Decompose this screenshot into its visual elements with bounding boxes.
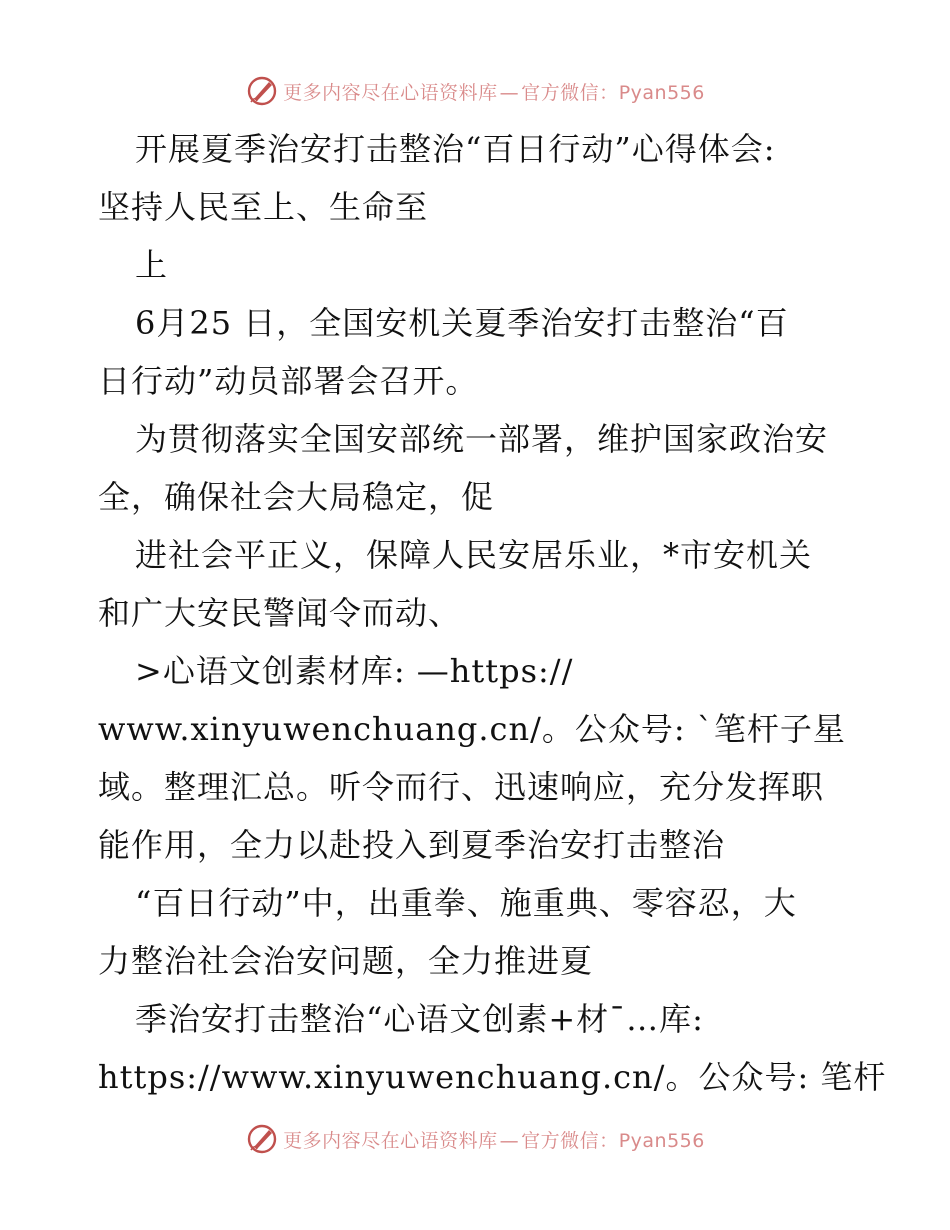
- watermark-contact-id: Pyan556: [618, 81, 705, 104]
- watermark-main-text: 更多内容尽在心语资料库: [283, 81, 498, 104]
- paragraph-line: 为贯彻落实全国安部统一部署，维护国家政治安: [135, 420, 829, 458]
- paragraph-line: 全，确保社会大局稳定，促: [98, 478, 495, 516]
- paragraph-line: 季治安打击整治“心语文创素+材¯…库:: [135, 1000, 704, 1038]
- paragraph-line: 域。整理汇总。听令而行、迅速响应，充分发挥职: [98, 768, 825, 806]
- quill-pen-logo-icon: [245, 1122, 279, 1156]
- quill-pen-logo-icon: [245, 74, 279, 108]
- paragraph-line: 进社会平正义，保障人民安居乐业，*市安机关: [135, 536, 813, 574]
- title-line-1: 开展夏季治安打击整治“百日行动”心得体会:: [135, 130, 776, 168]
- watermark-main-text: 更多内容尽在心语资料库: [283, 1129, 498, 1152]
- paragraph-line: “百日行动”中，出重拳、施重典、零容忍，大: [135, 884, 797, 922]
- watermark-contact-id: Pyan556: [618, 1129, 705, 1152]
- paragraph-line: https://www.xinyuwenchuang.cn/。公众号: 笔杆: [98, 1058, 887, 1096]
- paragraph-line: 能作用，全力以赴投入到夏季治安打击整治: [98, 826, 726, 864]
- watermark-contact-label: 官方微信：: [521, 1129, 619, 1152]
- title-line-3: 上: [135, 246, 169, 284]
- header-watermark: [0, 74, 950, 108]
- paragraph-line: >心语文创素材库: —https://: [135, 652, 574, 690]
- watermark-dash: —: [499, 81, 520, 104]
- paragraph-line: 6月25 日，全国安机关夏季治安打击整治“百: [135, 304, 789, 342]
- paragraph-line: 力整治社会治安问题，全力推进夏: [98, 942, 594, 980]
- document-body: [98, 120, 887, 1106]
- paragraph-line: 日行动”动员部署会召开。: [98, 362, 479, 400]
- watermark-dash: —: [499, 1129, 520, 1152]
- paragraph-line: www.xinyuwenchuang.cn/。公众号: `笔杆子星: [98, 710, 846, 748]
- title-line-2: 坚持人民至上、生命至: [98, 188, 429, 226]
- footer-watermark: [0, 1122, 950, 1156]
- watermark-contact-label: 官方微信：: [521, 81, 619, 104]
- paragraph-line: 和广大安民警闻令而动、: [98, 594, 462, 632]
